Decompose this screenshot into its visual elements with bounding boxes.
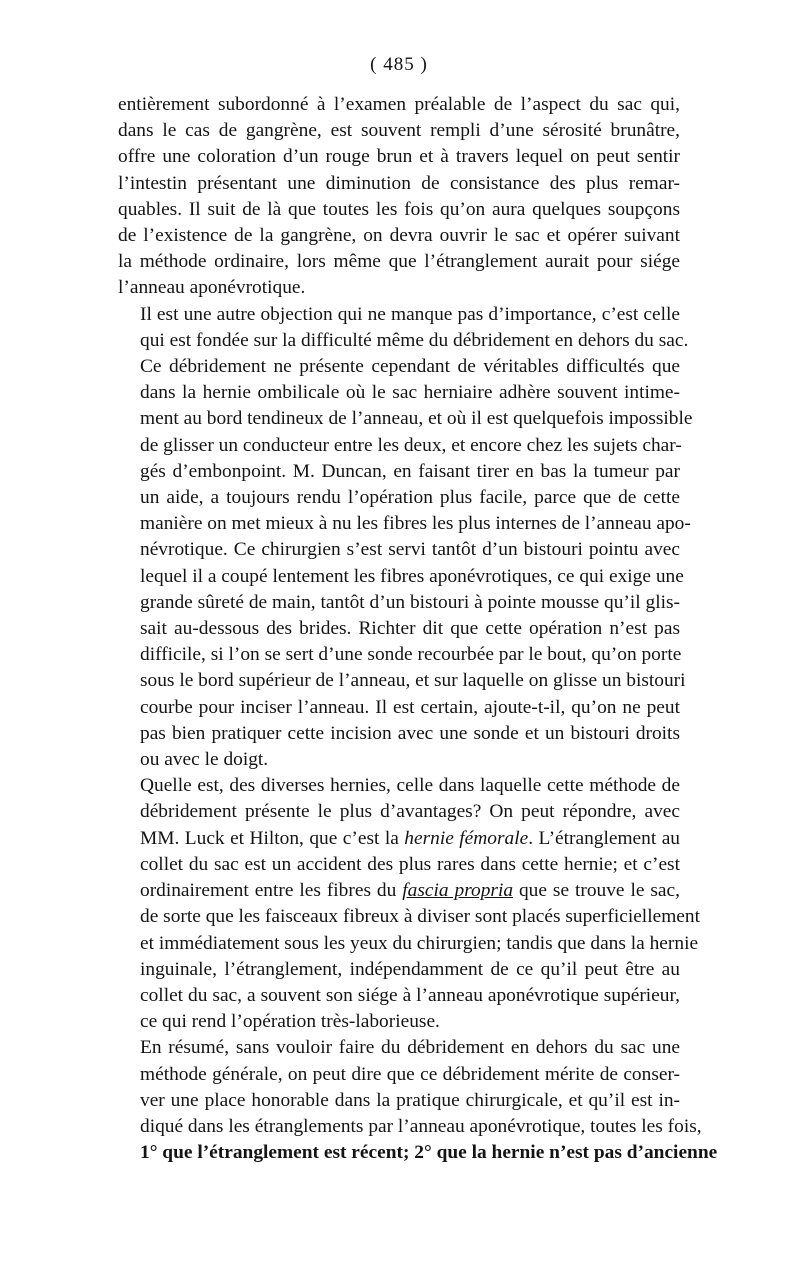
text-line xyxy=(118,616,680,642)
text-line xyxy=(118,197,680,223)
text-segment: méthode générale, on peut dire que ce débridement mérite de conser- xyxy=(140,1063,680,1085)
text-segment: grande sûreté de main, tantôt d’un bistouri à pointe mousse qu’il glis- xyxy=(140,591,680,613)
text-segment: dans la hernie ombilicale où le sac herniaire adhère souvent intime- xyxy=(140,382,680,404)
text-line xyxy=(118,171,680,197)
text-segment: Ce débridement ne présente cependant de véritables difficultés que xyxy=(140,356,680,378)
text-segment: débridement présente le plus d’avantages? On peut répondre, avec xyxy=(140,801,680,823)
text-line xyxy=(118,459,680,485)
text-line xyxy=(118,380,680,406)
italic-term: hernie fémorale xyxy=(404,827,529,849)
text-line xyxy=(118,537,680,563)
text-line xyxy=(118,354,680,380)
text-segment: et immédiatement sous les yeux du chirurgien; tandis que dans la hernie xyxy=(140,932,699,954)
text-segment: collet du sac est un accident des plus rares dans cette hernie; et c’est xyxy=(140,853,680,875)
text-line xyxy=(118,485,680,511)
text-segment: diqué dans les étranglements par l’anneau aponévrotique, toutes les fois, xyxy=(140,1115,702,1137)
text-line xyxy=(118,433,680,459)
text-line xyxy=(118,668,686,694)
text-segment: l’anneau aponévrotique. xyxy=(118,277,306,299)
text-segment: dans le cas de gangrène, est souvent rempli d’une sérosité brunâtre, xyxy=(118,120,680,142)
text-segment: de sorte que les faisceaux fibreux à diviser sont placés superficiellement xyxy=(140,906,700,928)
text-segment: ce qui rend l’opération très-laborieuse. xyxy=(140,1011,440,1033)
text-line xyxy=(118,957,680,983)
text-line xyxy=(118,1009,680,1035)
text-segment: difficile, si l’on se sert d’une sonde recourbée par le bout, qu’on porte xyxy=(140,644,682,666)
text-segment: quables. Il suit de là que toutes les fois qu’on aura quelques soupçons xyxy=(118,198,680,220)
text-segment: lequel il a coupé lentement les fibres aponévrotiques, ce qui exige une xyxy=(140,565,684,587)
paragraph xyxy=(118,1035,718,1166)
text-segment: sait au-dessous des brides. Richter dit que cette opération n’est pas xyxy=(140,618,680,640)
text-segment: entièrement subordonné à l’examen préalable de l’aspect du sac qui, xyxy=(118,94,680,115)
text-line xyxy=(118,1062,680,1088)
text-segment: gés d’embonpoint. M. Duncan, en faisant tirer en bas la tumeur par xyxy=(140,460,680,482)
text-segment: un aide, a toujours rendu l’opération plus facile, parce que de cette xyxy=(140,487,680,509)
text-line xyxy=(118,590,680,616)
text-line xyxy=(118,223,680,249)
text-line xyxy=(118,826,680,852)
text-line xyxy=(118,799,680,825)
text-segment: courbe pour inciser l’anneau. Il est certain, ajoute-t-il, qu’on ne peut xyxy=(140,696,680,718)
text-line xyxy=(118,275,680,301)
text-line xyxy=(118,642,680,668)
text-segment: qui est fondée sur la difficulté même du débridement en dehors du sac. xyxy=(140,329,689,351)
text-line xyxy=(118,302,680,328)
text-line xyxy=(118,1088,680,1114)
text-line xyxy=(118,118,680,144)
text-line xyxy=(118,1140,718,1166)
text-segment: névrotique. Ce chirurgien s’est servi tantôt d’un bistouri pointu avec xyxy=(140,539,680,561)
text-segment: de l’existence de la gangrène, on devra ouvrir le sac et opérer suivant xyxy=(118,225,680,247)
text-segment: MM. Luck et Hilton, que c’est la xyxy=(140,827,405,849)
text-segment: pas bien pratiquer cette incision avec une sonde et un bistouri droits xyxy=(140,722,680,744)
text-segment: ordinairement entre les fibres du xyxy=(140,880,403,902)
text-segment: la méthode ordinaire, lors même que l’étranglement aurait pour siége xyxy=(118,251,680,273)
text-segment: ver une place honorable dans la pratique chirurgicale, et qu’il est in- xyxy=(140,1089,680,1111)
text-segment: En résumé, sans vouloir faire du débridement en dehors du sac une xyxy=(140,1037,680,1059)
text-segment: inguinale, l’étranglement, indépendamment de ce qu’il peut être au xyxy=(140,958,680,980)
text-segment: sous le bord supérieur de l’anneau, et sur laquelle on glisse un bistouri xyxy=(140,670,686,692)
text-line xyxy=(118,904,700,930)
text-segment: collet du sac, a souvent son siége à l’anneau aponévrotique supérieur, xyxy=(140,984,680,1006)
text-segment: . L’étranglement au xyxy=(528,827,680,849)
text-segment: Quelle est, des diverses hernies, celle dans laquelle cette méthode de xyxy=(140,775,680,797)
text-line xyxy=(118,878,680,904)
paragraph xyxy=(118,773,700,1035)
text-line xyxy=(118,406,693,432)
text-segment: Il est une autre objection qui ne manque pas d’importance, c’est celle xyxy=(140,303,680,325)
paragraph xyxy=(118,302,693,774)
text-line xyxy=(118,249,680,275)
text-segment: manière on met mieux à nu les fibres les plus internes de l’anneau apo- xyxy=(140,513,691,535)
text-line xyxy=(118,983,680,1009)
text-segment: ou avec le doigt. xyxy=(140,749,269,771)
text-line xyxy=(118,852,680,878)
text-line xyxy=(118,1035,680,1061)
text-line xyxy=(118,92,680,118)
text-segment: l’intestin présentant une diminution de consistance des plus remar- xyxy=(118,172,680,194)
text-line xyxy=(118,721,680,747)
page-number: ( 485 ) xyxy=(370,54,428,75)
body-text xyxy=(118,92,718,1166)
text-line xyxy=(118,1114,702,1140)
text-segment: de glisser un conducteur entre les deux, et encore chez les sujets char- xyxy=(140,434,682,456)
text-line xyxy=(118,747,680,773)
book-page xyxy=(118,52,718,1166)
text-line xyxy=(118,695,680,721)
text-line xyxy=(118,773,680,799)
text-line xyxy=(118,328,689,354)
text-line xyxy=(118,511,691,537)
paragraph xyxy=(118,92,680,302)
text-line xyxy=(118,144,680,170)
text-line xyxy=(118,564,684,590)
text-segment: offre une coloration d’un rouge brun et à travers lequel on peut sentir xyxy=(118,146,680,168)
text-segment: ment au bord tendineux de l’anneau, et où il est quelquefois impossible xyxy=(140,408,693,430)
text-line xyxy=(118,931,699,957)
text-segment: 1° que l’étranglement est récent; 2° que la hernie n’est pas d’ancienne xyxy=(140,1142,718,1164)
italic-term: fascia propria xyxy=(402,880,514,902)
text-segment: que se trouve le sac, xyxy=(513,880,680,902)
